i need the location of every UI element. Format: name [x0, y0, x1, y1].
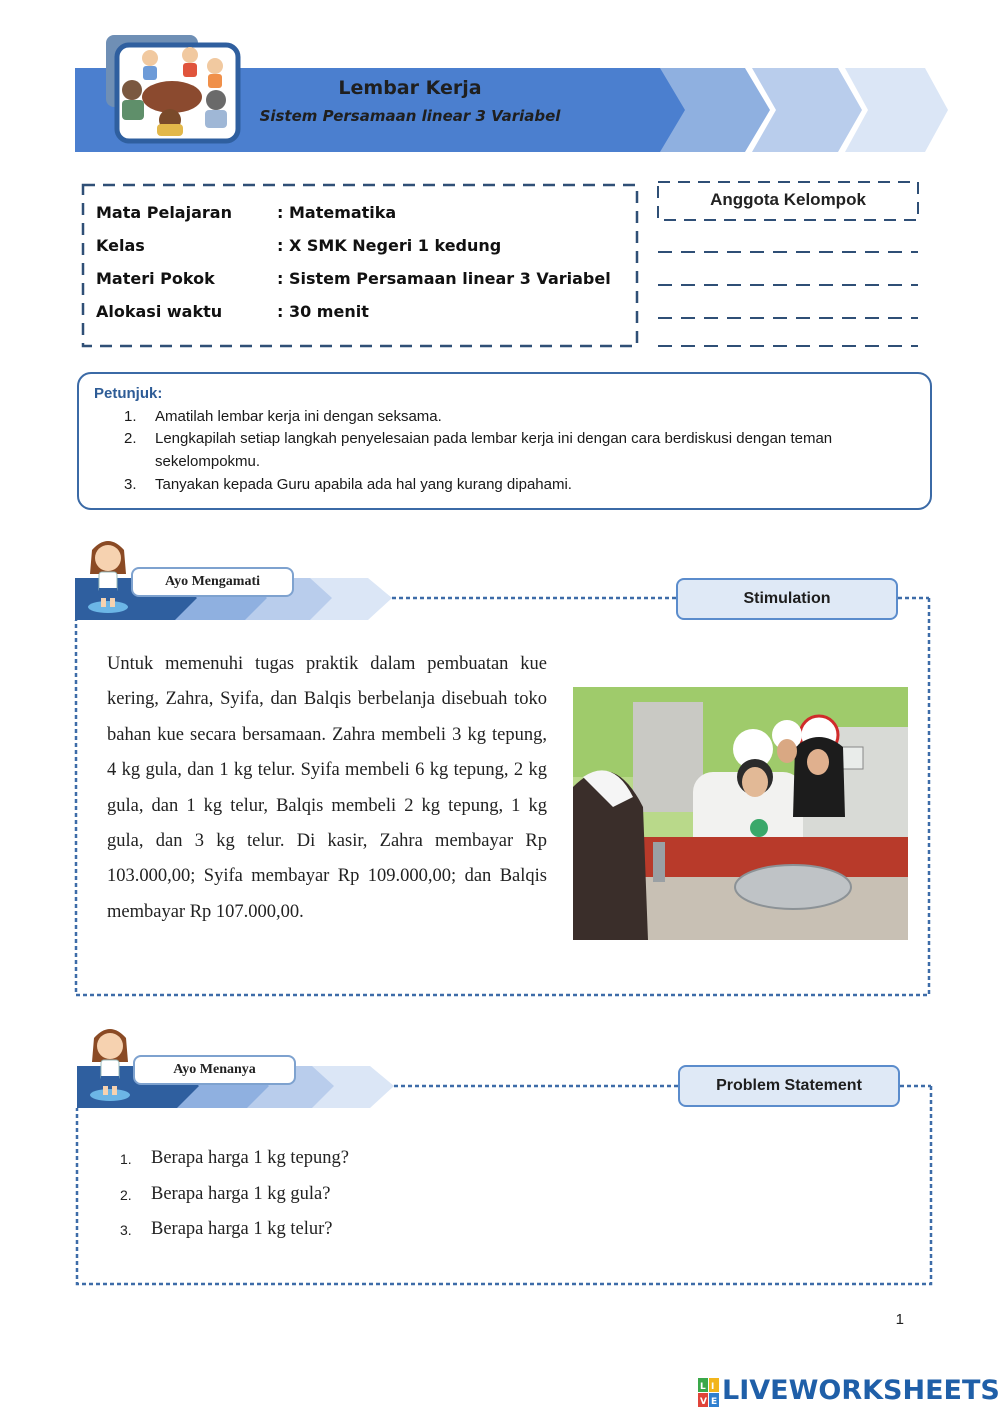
liveworksheets-logo-icon: [698, 1378, 720, 1408]
page-number: 1: [895, 1311, 904, 1328]
page-title: Lembar Kerja: [338, 77, 482, 99]
anggota-kelompok-title: Anggota Kelompok: [710, 190, 866, 209]
list-text: Lengkapilah setiap langkah penyelesaian pada lembar kerja ini dengan cara berdiskusi dengan teman sekelompokmu.: [155, 430, 833, 470]
list-text: Tanyakan kepada Guru apabila ada hal yang kurang dipahami.: [155, 476, 572, 493]
problem-statement-badge: Problem Statement: [678, 1065, 900, 1107]
info-label: Mata Pelajaran: [96, 203, 232, 222]
info-value: : 30 menit: [277, 302, 369, 321]
tab-ayo-menanya: Ayo Menanya: [133, 1055, 296, 1085]
list-number: 1.: [124, 408, 137, 425]
story-paragraph: Untuk memenuhi tugas praktik dalam pembuatan kue kering, Zahra, Syifa, dan Balqis berbelanja disebuah toko bahan kue secara bersamaan. Zahra membeli 3 kg tepung, 4 kg gula, dan 1 kg telur. Syifa membeli 6 kg tepung, 2 kg gula, dan 1 kg telur, Balqis membeli 2 kg tepung, 1 kg gula, dan 3 kg telur. Di kasir, Zahra membayar Rp 103.000,00; Syifa membayar Rp 109.000,00; dan Balqis membayar Rp 107.000,00.: [107, 654, 547, 922]
question-text: Berapa harga 1 kg telur?: [151, 1219, 333, 1239]
info-value: : Sistem Persamaan linear 3 Variabel: [277, 269, 611, 288]
info-label: Kelas: [96, 236, 145, 255]
group-discussion-icon: [117, 45, 238, 141]
svg-text:L: L: [700, 1382, 706, 1392]
tab-ayo-mengamati: Ayo Mengamati: [131, 567, 294, 597]
question-number: 3.: [120, 1222, 132, 1238]
liveworksheets-brand[interactable]: LIVEWORKSHEETS: [722, 1375, 1000, 1406]
svg-text:V: V: [700, 1397, 707, 1407]
list-text: Amatilah lembar kerja ini dengan seksama.: [155, 408, 442, 425]
info-value: : X SMK Negeri 1 kedung: [277, 236, 502, 255]
info-value: : Matematika: [277, 203, 397, 222]
petunjuk-title: Petunjuk:: [94, 385, 163, 402]
cooking-class-photo: [573, 687, 908, 940]
stimulation-badge: Stimulation: [676, 578, 898, 620]
info-label: Materi Pokok: [96, 269, 215, 288]
list-number: 2.: [124, 430, 137, 447]
question-number: 2.: [120, 1187, 132, 1203]
list-number: 3.: [124, 476, 137, 493]
question-text: Berapa harga 1 kg gula?: [151, 1184, 331, 1204]
svg-text:I: I: [711, 1382, 715, 1392]
svg-text:E: E: [711, 1397, 718, 1407]
page-subtitle: Sistem Persamaan linear 3 Variabel: [259, 107, 561, 125]
question-text: Berapa harga 1 kg tepung?: [151, 1148, 349, 1168]
info-label: Alokasi waktu: [96, 302, 223, 321]
question-number: 1.: [120, 1151, 132, 1167]
